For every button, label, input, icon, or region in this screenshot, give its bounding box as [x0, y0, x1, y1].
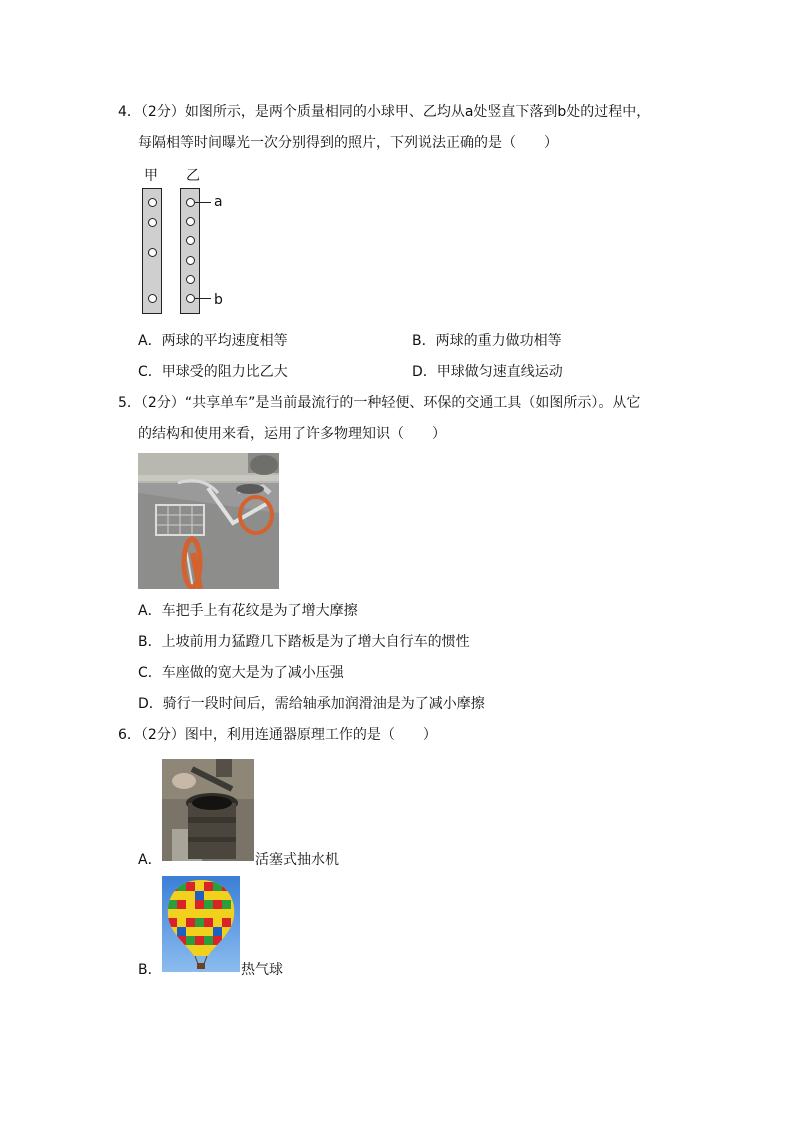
q4-option-c[interactable]: C．甲球受的阻力比乙大: [138, 364, 288, 380]
q5-option-d[interactable]: D．骑行一段时间后，需给轴承加润滑油是为了减小摩擦: [138, 696, 485, 712]
ball-yi-3: [186, 236, 195, 245]
q6-option-a-prefix: A．: [138, 852, 162, 868]
ball-jia-3: [148, 248, 157, 257]
q4-stem-line2: 每隔相等时间曝光一次分别得到的照片，下列说法正确的是（ ）: [138, 135, 558, 151]
q4-option-d[interactable]: D．甲球做匀速直线运动: [412, 364, 563, 380]
ball-yi-5: [186, 275, 195, 284]
figure-label-a: a: [214, 194, 223, 210]
piston-pump-illustration: [162, 759, 254, 861]
ball-yi-4: [186, 256, 195, 265]
figure-label-jia: 甲: [144, 168, 158, 184]
q6-option-b-prefix: B．: [138, 962, 162, 978]
q4-stem-line1: 4．（2分）如图所示，是两个质量相同的小球甲、乙均从a处竖直下落到b处的过程中，: [118, 104, 651, 120]
hot-air-balloon-photo: [162, 876, 240, 972]
figure-label-yi: 乙: [186, 168, 200, 184]
q5-option-c[interactable]: C．车座做的宽大是为了减小压强: [138, 665, 344, 681]
q6-option-a-caption: 活塞式抽水机: [255, 852, 339, 868]
ball-jia-1: [148, 198, 157, 207]
q4-option-a[interactable]: A．两球的平均速度相等: [138, 333, 288, 349]
tick-a: [195, 202, 211, 203]
ball-jia-4: [148, 294, 157, 303]
q6-stem: 6．（2分）图中，利用连通器原理工作的是（ ）: [118, 727, 437, 743]
q5-stem-line1: 5．（2分）“共享单车”是当前最流行的一种轻便、环保的交通工具（如图所示）。从它: [118, 395, 641, 411]
q6-option-b-caption: 热气球: [241, 962, 283, 978]
ball-jia-2: [148, 218, 157, 227]
q5-option-b[interactable]: B．上坡前用力猛蹬几下踏板是为了增大自行车的惯性: [138, 634, 470, 650]
ball-yi-1: [186, 198, 195, 207]
bike-illustration: [138, 453, 279, 589]
piston-pump-photo: [162, 759, 254, 861]
ball-yi-6: [186, 294, 195, 303]
ball-yi-2: [186, 217, 195, 226]
hot-air-balloon-illustration: [162, 876, 240, 972]
figure-label-b: b: [214, 292, 223, 308]
q4-option-b[interactable]: B．两球的重力做功相等: [412, 333, 562, 349]
shared-bike-photo: [138, 453, 279, 589]
tick-b: [195, 298, 211, 299]
q5-stem-line2: 的结构和使用来看，运用了许多物理知识（ ）: [138, 426, 446, 442]
q5-option-a[interactable]: A．车把手上有花纹是为了增大摩擦: [138, 603, 358, 619]
